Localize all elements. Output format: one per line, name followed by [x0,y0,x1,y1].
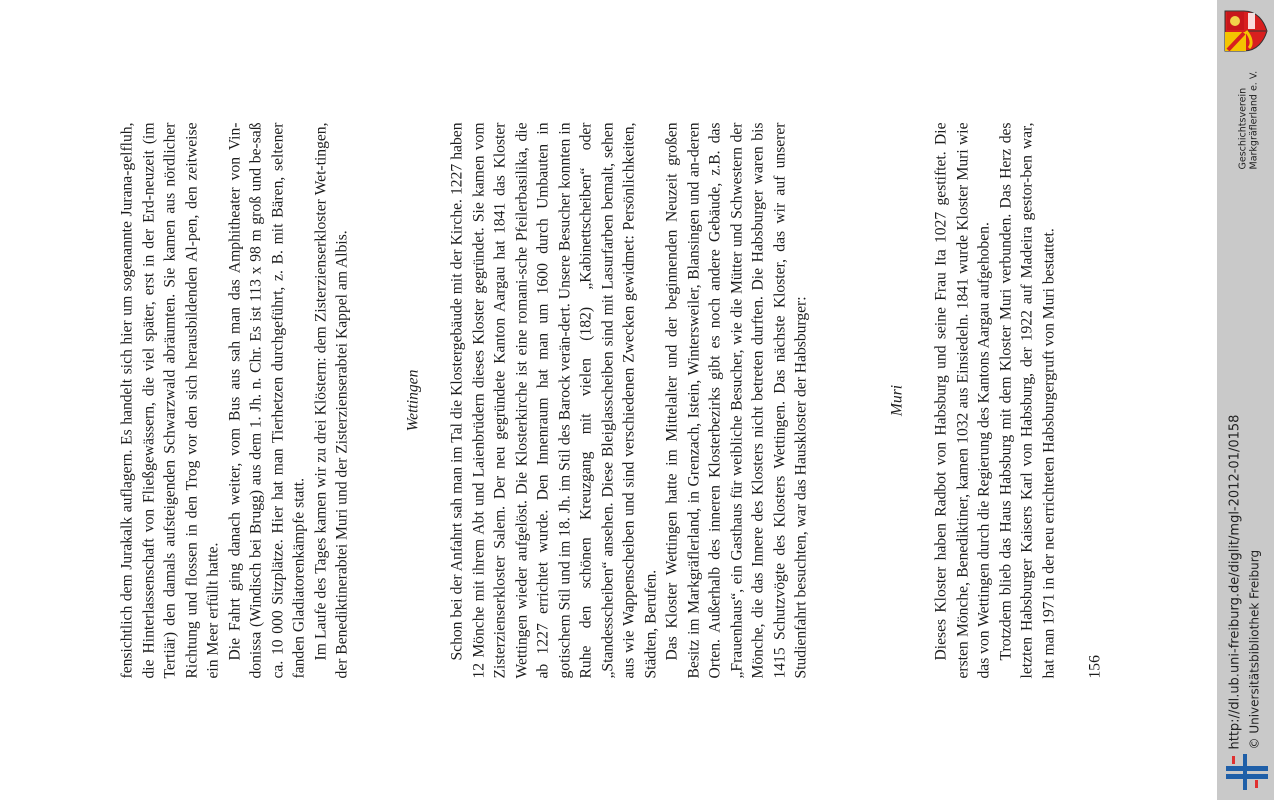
society-name-line: Geschichtsverein [1237,87,1249,170]
paragraph: Die Fahrt ging danach weiter, vom Bus aus sah man das Amphitheater von Vin-donissa (Windisch bei Brugg) aus dem 1. Jh. n. Chr. Es ist 113 x 98 m groß und be-saß ca. 10 000 Sitzplätze. Hier hat man Tierhetzen durchgeführt, z. B. mit Bären, seltener fanden Gladiatorenkämpfe statt. [225,122,307,678]
society-name [1238,55,1260,170]
paragraph: Das Kloster Wettingen hatte im Mittelalter und der beginnenden Neuzeit großen Besitz im Markgräflerland, in Grenzach, Istein, Wintersweiler, Blansingen und an-deren Orten. Außerhalb des inneren Klosterbezirks gibt es noch andere Gebäude, z.B. das „Frauenhaus“, ein Gasthaus für weibliche Besucher, wie die Mütter und Schwestern der Mönche, die das Innere des Klosters nicht betreten durften. Die Habsburger waren bis 1415 Schutzvögte des Klosters Wettingen. Das nächste Kloster, das wir auf unserer Studienfahrt besuchten, war das Hauskloster der Habsburger: [663,122,809,678]
text-block-muri [930,122,1059,678]
paragraph: Im Laufe des Tages kamen wir zu drei Klöstern: dem Zisterzienserkloster Wet-tingen, der Benediktinerabtei Muri und der Zisterzienserabtei Kappel am Albis. [311,122,350,678]
society-name-line: Markgräflerland e. V. [1248,70,1260,170]
section-heading-muri: Muri [888,384,905,416]
coat-of-arms-icon [1222,8,1268,54]
sidebar-rotated-text [1218,50,1274,750]
paragraph: Dieses Kloster haben Radbot von Habsburg und seine Frau Ita 1027 gestiftet. Die ersten Mönche, Benediktiner, kamen 1032 aus Einsiedeln. 1841 wurde Kloster Muri wie das von Wettingen durch die Regierung des Kantons Aargau aufgehoben. [932,122,992,678]
paragraph: Trotzdem blieb das Haus Habsburg mit dem Kloster Muri verbunden. Das Herz des letzten Habsburger Kaisers Karl von Habsburg, der 1922 auf Madeira gestor-ben war, hat man 1971 in der neu errichteten Habsburgergruft von Muri bestattet. [996,122,1057,678]
university-library-logo-icon [1226,752,1268,792]
text-block-wettingen [446,122,812,678]
permalink-url[interactable]: http://dl.ub.uni-freiburg.de/diglit/mgl-2012-01/0158 [1227,414,1243,750]
text-block-intro [116,122,353,678]
copyright-notice: © Universitätsbibliothek Freiburg [1247,549,1262,750]
page-number: 156 [1086,654,1103,678]
section-heading-wettingen: Wettingen [404,369,421,431]
paragraph: Schon bei der Anfahrt sah man im Tal die Klostergebäude mit der Kirche. 1227 haben 12 Mönche mit ihrem Abt und Laienbrüdern dieses Kloster gegründet. Sie kamen vom Zisterzienserkloster Salem. Der neu gegründete Kanton Aargau hat 1841 das Kloster Wettingen wieder aufgelöst. Die Klosterkirche ist eine romani-sche Pfeilerbasilika, die ab 1227 errichtet wurde. Den Innenraum hat man um 1600 durch Umbauten in gotischem Stil und im 18. Jh. im Stil des Barock verän-dert. Unsere Besucher konnten in Ruhe den schönen Kreuzgang mit vielen (182) „Kabinettscheiben“ oder „Standesscheiben“ ansehen. Diese Bleiglasscheiben sind mit Lasurfarben bemalt, sehen aus wie Wappenscheiben und sind verschiedenen Zwecken gewidmet: Persönlichkeiten, Städten, Berufen. [448,122,659,678]
viewer-sidebar [1217,0,1274,800]
paragraph: fensichtlich dem Jurakalk auflagern. Es handelt sich hier um sogenannte Jurana-gelfluh, die Hinterlassenschaft von Fließgewässern, die viel später, erst in der Erd-neuzeit (im Tertiär) den damals aufsteigenden Schwarzwald abräumten. Sie kamen aus nördlicher Richtung und flossen in den Trog vor den sich herausbildenden Al-pen, den zeitweise ein Meer erfüllt hatte. [118,122,221,678]
